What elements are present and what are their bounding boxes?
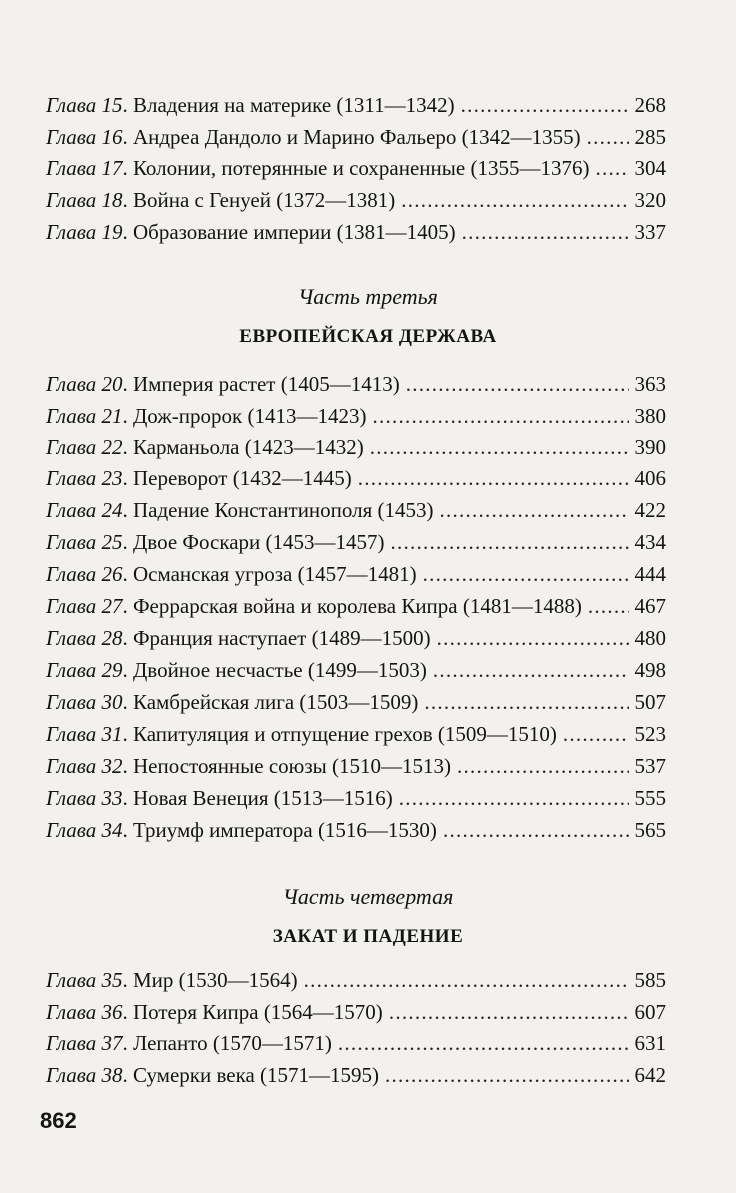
toc-entry: Глава 27 . Феррарская война и королева Кипра (1481—1488) . . . 467 [46, 590, 666, 622]
chapter-title: Потеря Кипра (1564—1570) [132, 1000, 383, 1024]
dot-leader [440, 494, 629, 526]
chapter-number: Глава 32 [46, 754, 123, 778]
dot-leader [358, 462, 629, 494]
toc-entry: Глава 29 . Двойное несчастье (1499—1503) . . . 498 [46, 654, 666, 686]
toc-entry: Глава 25 . Двое Фоскари (1453—1457) . . . 434 [46, 526, 666, 558]
dot-leader [587, 121, 629, 153]
page-number: 268 [634, 93, 666, 117]
page-number: 631 [634, 1031, 666, 1055]
page-number: 444 [634, 562, 666, 586]
chapter-number: Глава 21 [46, 404, 123, 428]
page-number: 480 [634, 626, 666, 650]
chapter-number: Глава 38 [46, 1063, 123, 1087]
chapter-number: Глава 26 [46, 562, 123, 586]
chapter-title: Триумф императора (1516—1530) [132, 818, 437, 842]
toc-entry: Глава 16 . Андреа Дандоло и Марино Фальеро (1342—1355) . . . 285 [46, 121, 666, 153]
dot-leader [563, 718, 629, 750]
chapter-title: Двое Фоскари (1453—1457) [132, 530, 385, 554]
dot-leader [391, 526, 629, 558]
dot-leader [462, 216, 629, 248]
dot-leader [406, 368, 629, 400]
toc-entry: Глава 36 . Потеря Кипра (1564—1570) . . . 607 [46, 996, 666, 1028]
dot-leader [399, 782, 629, 814]
chapter-number: Глава 27 [46, 594, 123, 618]
dot-leader [443, 814, 629, 846]
chapter-number: Глава 30 [46, 690, 123, 714]
toc-entry: Глава 26 . Османская угроза (1457—1481) . . . 444 [46, 558, 666, 590]
chapter-title: Феррарская война и королева Кипра (1481—1488) [132, 594, 582, 618]
page-number: 523 [634, 722, 666, 746]
dot-leader [595, 152, 628, 184]
chapter-title: Владения на материке (1311—1342) [132, 93, 455, 117]
page-number: 304 [634, 156, 666, 180]
page-number: 507 [634, 690, 666, 714]
chapter-number: Глава 35 [46, 968, 123, 992]
toc-entry: Глава 17 . Колонии, потерянные и сохраненные (1355—1376) . . . 304 [46, 152, 666, 184]
page-number: 585 [634, 968, 666, 992]
dot-leader [385, 1059, 628, 1091]
part-label: Часть третья [298, 284, 438, 309]
chapter-title: Образование империи (1381—1405) [132, 220, 456, 244]
chapter-number: Глава 19 [46, 220, 123, 244]
toc-entry: Глава 38 . Сумерки века (1571—1595) . . . 642 [46, 1059, 666, 1091]
toc-entry: Глава 22 . Карманьола (1423—1432) . . . 390 [46, 431, 666, 463]
page-number: 434 [634, 530, 666, 554]
dot-leader [423, 558, 629, 590]
chapter-number: Глава 36 [46, 1000, 123, 1024]
chapter-number: Глава 28 [46, 626, 123, 650]
part-label: Часть четвертая [282, 884, 454, 909]
chapter-number: Глава 23 [46, 466, 123, 490]
page-number: 337 [634, 220, 666, 244]
chapter-number: Глава 22 [46, 435, 123, 459]
chapter-title: Лепанто (1570—1571) [132, 1031, 332, 1055]
toc-entry: Глава 23 . Переворот (1432—1445) . . . 406 [46, 462, 666, 494]
chapter-title: Переворот (1432—1445) [132, 466, 352, 490]
dot-leader [424, 686, 628, 718]
page-number: 320 [634, 188, 666, 212]
toc-entry: Глава 19 . Образование империи (1381—1405) . . . 337 [46, 216, 666, 248]
dot-leader [304, 964, 629, 996]
page-number: 537 [634, 754, 666, 778]
page-number: 380 [634, 404, 666, 428]
chapter-title: Война с Генуей (1372—1381) [132, 188, 396, 212]
toc-entry: Глава 34 . Триумф императора (1516—1530) . . . 565 [46, 814, 666, 846]
chapter-title: Мир (1530—1564) [132, 968, 298, 992]
dot-leader [338, 1027, 629, 1059]
chapter-title: Карманьола (1423—1432) [132, 435, 364, 459]
part-title: ЕВРОПЕЙСКАЯ ДЕРЖАВА [239, 326, 497, 347]
page-number: 555 [634, 786, 666, 810]
chapter-title: Камбрейская лига (1503—1509) [132, 690, 419, 714]
chapter-title: Новая Венеция (1513—1516) [132, 786, 393, 810]
toc-entry: Глава 21 . Дож-пророк (1413—1423) . . . 380 [46, 400, 666, 432]
dot-leader [370, 431, 629, 463]
chapter-number: Глава 20 [46, 372, 123, 396]
toc-entry: Глава 15 . Владения на материке (1311—1342) . . . 268 [46, 89, 666, 121]
dot-leader [437, 622, 629, 654]
toc-entry: Глава 37 . Лепанто (1570—1571) . . . 631 [46, 1027, 666, 1059]
dot-leader [401, 184, 628, 216]
toc-entry: Глава 24 . Падение Константинополя (1453) . . . 422 [46, 494, 666, 526]
chapter-number: Глава 31 [46, 722, 123, 746]
chapter-number: Глава 34 [46, 818, 123, 842]
toc-entry: Глава 33 . Новая Венеция (1513—1516) . . . 555 [46, 782, 666, 814]
page-number: 422 [634, 498, 666, 522]
page-number: 607 [634, 1000, 666, 1024]
toc-entry: Глава 35 . Мир (1530—1564) . . . 585 [46, 964, 666, 996]
chapter-title: Колонии, потерянные и сохраненные (1355—1376) [132, 156, 590, 180]
chapter-number: Глава 24 [46, 498, 123, 522]
toc-entry: Глава 31 . Капитуляция и отпущение грехов (1509—1510) . . . 523 [46, 718, 666, 750]
page-number: 467 [634, 594, 666, 618]
dot-leader [461, 89, 629, 121]
page-folio-number: 862 [40, 1108, 77, 1133]
chapter-title: Андреа Дандоло и Марино Фальеро (1342—1355) [132, 125, 581, 149]
chapter-number: Глава 29 [46, 658, 123, 682]
page-number: 363 [634, 372, 666, 396]
chapter-title: Капитуляция и отпущение грехов (1509—1510) [132, 722, 557, 746]
chapter-title: Империя растет (1405—1413) [132, 372, 400, 396]
chapter-title: Османская угроза (1457—1481) [132, 562, 417, 586]
chapter-number: Глава 18 [46, 188, 123, 212]
page-number: 498 [634, 658, 666, 682]
dot-leader [588, 590, 629, 622]
page-number: 285 [634, 125, 666, 149]
chapter-title: Сумерки века (1571—1595) [132, 1063, 380, 1087]
toc-entry: Глава 28 . Франция наступает (1489—1500) . . . 480 [46, 622, 666, 654]
dot-leader [389, 996, 629, 1028]
chapter-title: Двойное несчастье (1499—1503) [132, 658, 427, 682]
dot-leader [372, 400, 628, 432]
chapter-number: Глава 33 [46, 786, 123, 810]
chapter-number: Глава 17 [46, 156, 123, 180]
page-number: 406 [634, 466, 666, 490]
chapter-number: Глава 15 [46, 93, 123, 117]
page-number: 390 [634, 435, 666, 459]
toc-entry: Глава 30 . Камбрейская лига (1503—1509) . . . 507 [46, 686, 666, 718]
toc-entry: Глава 20 . Империя растет (1405—1413) . . . 363 [46, 368, 666, 400]
chapter-number: Глава 37 [46, 1031, 123, 1055]
chapter-number: Глава 25 [46, 530, 123, 554]
page-number: 565 [634, 818, 666, 842]
toc-entry: Глава 32 . Непостоянные союзы (1510—1513) . . . 537 [46, 750, 666, 782]
dot-leader [433, 654, 629, 686]
part-title: ЗАКАТ И ПАДЕНИЕ [272, 926, 464, 947]
dot-leader [457, 750, 628, 782]
chapter-title: Непостоянные союзы (1510—1513) [132, 754, 452, 778]
page-number: 642 [634, 1063, 666, 1087]
chapter-title: Дож-пророк (1413—1423) [132, 404, 367, 428]
toc-entry: Глава 18 . Война с Генуей (1372—1381) . . . 320 [46, 184, 666, 216]
chapter-title: Падение Константинополя (1453) [132, 498, 434, 522]
chapter-number: Глава 16 [46, 125, 123, 149]
chapter-title: Франция наступает (1489—1500) [132, 626, 431, 650]
